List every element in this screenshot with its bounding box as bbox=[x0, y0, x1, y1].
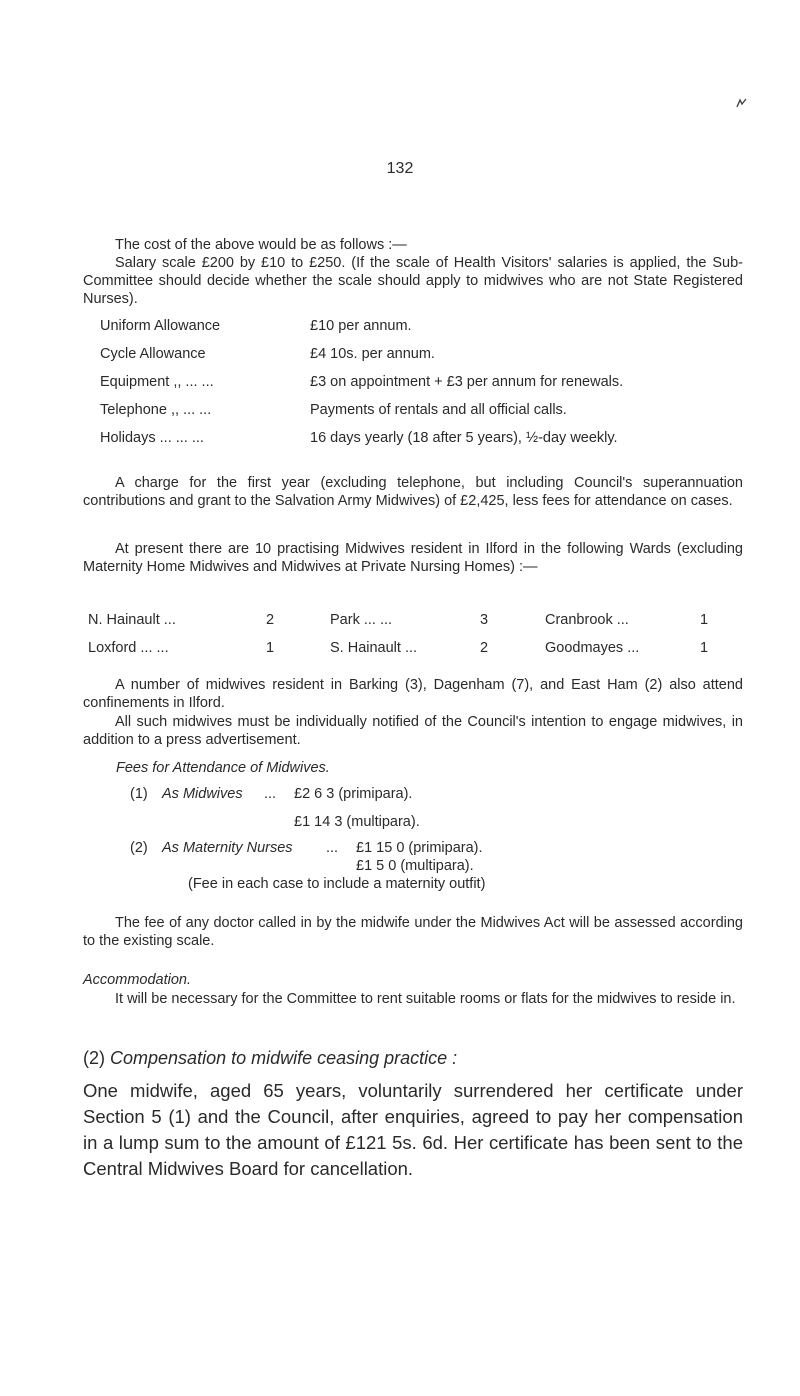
compensation-body: One midwife, aged 65 years, voluntarily surrendered her certificate under Section 5 (1) and the Council, after enquiries, agreed to pay her compensation in a lump sum to the amount of £121 5s. 6d. Her certificate has been sent to the Central Midwives Board for cancellation. bbox=[83, 1080, 743, 1179]
allowance-row bbox=[100, 374, 760, 394]
doctor-paragraph: The fee of any doctor called in by the midwife under the Midwives Act will be assessed according to the existing scale. bbox=[83, 915, 743, 949]
pencil-mark-icon bbox=[736, 98, 748, 108]
allowance-value: Payments of rentals and all official calls. bbox=[310, 402, 567, 418]
ward-name: Park ... ... bbox=[330, 612, 393, 628]
cost-intro: The cost of the above would be as follows :— bbox=[115, 237, 407, 253]
compensation-number: (2) bbox=[83, 1048, 105, 1068]
page-number: 132 bbox=[386, 160, 414, 177]
allowance-row bbox=[100, 430, 760, 450]
compensation-heading bbox=[83, 1048, 457, 1069]
fee-amount: £2 6 3 (primipara). bbox=[294, 786, 413, 802]
allowance-value: £3 on appointment + £3 per annum for renewals. bbox=[310, 374, 624, 390]
ward-name: Goodmayes ... bbox=[545, 640, 640, 656]
allowance-value: £4 10s. per annum. bbox=[310, 346, 435, 362]
allowance-row bbox=[100, 402, 760, 422]
fee-item-dots: ... bbox=[326, 840, 339, 856]
fee-amount: £1 5 0 (multipara). bbox=[356, 858, 474, 874]
fee-item-number: (1) bbox=[130, 786, 148, 802]
allowance-label: Holidays ... ... ... bbox=[100, 430, 204, 446]
fees-heading: Fees for Attendance of Midwives. bbox=[116, 760, 330, 776]
charge-paragraph: A charge for the first year (excluding telephone, but including Council's superannuation contributions and grant to the Salvation Army Midwives) of £2,425, less fees for attendance on cases. bbox=[83, 475, 743, 509]
ward-count: 1 bbox=[266, 640, 275, 656]
ward-count: 1 bbox=[700, 612, 709, 628]
allowance-label: Telephone ,, ... ... bbox=[100, 402, 212, 418]
fee-item-label: As Midwives bbox=[162, 786, 243, 802]
fee-item-number: (2) bbox=[130, 840, 148, 856]
notify-paragraph: All such midwives must be individually notified of the Council's intention to engage midwives, in addition to a press advertisement. bbox=[83, 714, 743, 748]
ward-name: S. Hainault ... bbox=[330, 640, 418, 656]
ward-name: N. Hainault ... bbox=[88, 612, 176, 628]
fee-item-midwives bbox=[130, 786, 730, 806]
fee-item-maternity-nurses bbox=[130, 840, 730, 860]
fee-amount: £1 15 0 (primipara). bbox=[356, 840, 483, 856]
allowance-value: £10 per annum. bbox=[310, 318, 412, 334]
number-paragraph: A number of midwives resident in Barking (3), Dagenham (7), and East Ham (2) also attend confinements in Ilford. bbox=[83, 677, 743, 711]
ward-count: 3 bbox=[480, 612, 489, 628]
ward-name: Cranbrook ... bbox=[545, 612, 629, 628]
allowance-label: Equipment ,, ... ... bbox=[100, 374, 214, 390]
ward-count: 2 bbox=[480, 640, 489, 656]
fee-amount: £1 14 3 (multipara). bbox=[294, 814, 420, 830]
ward-count: 2 bbox=[266, 612, 275, 628]
compensation-title: Compensation to midwife ceasing practice : bbox=[110, 1048, 458, 1068]
accommodation-body: It will be necessary for the Committee to rent suitable rooms or flats for the midwives to reside in. bbox=[115, 991, 736, 1007]
salary-paragraph: Salary scale £200 by £10 to £250. (If the scale of Health Visitors' salaries is applied, the Sub-Committee should decide whether the scale should apply to midwives who are not State Registered Nurses). bbox=[83, 255, 743, 307]
allowance-row bbox=[100, 346, 760, 366]
present-paragraph: At present there are 10 practising Midwives resident in Ilford in the following Wards (excluding Maternity Home Midwives and Midwives at Private Nursing Homes) :— bbox=[83, 541, 743, 575]
fee-item-dots: ... bbox=[264, 786, 277, 802]
wards-grid bbox=[0, 612, 800, 672]
fee-item-label: As Maternity Nurses bbox=[162, 840, 293, 856]
fee-note: (Fee in each case to include a maternity outfit) bbox=[188, 876, 486, 892]
ward-name: Loxford ... ... bbox=[88, 640, 169, 656]
allowance-value: 16 days yearly (18 after 5 years), ½-day weekly. bbox=[310, 430, 618, 446]
allowance-label: Cycle Allowance bbox=[100, 346, 206, 362]
accommodation-heading: Accommodation. bbox=[83, 972, 191, 988]
allowance-row bbox=[100, 318, 760, 338]
ward-count: 1 bbox=[700, 640, 709, 656]
allowance-label: Uniform Allowance bbox=[100, 318, 221, 334]
